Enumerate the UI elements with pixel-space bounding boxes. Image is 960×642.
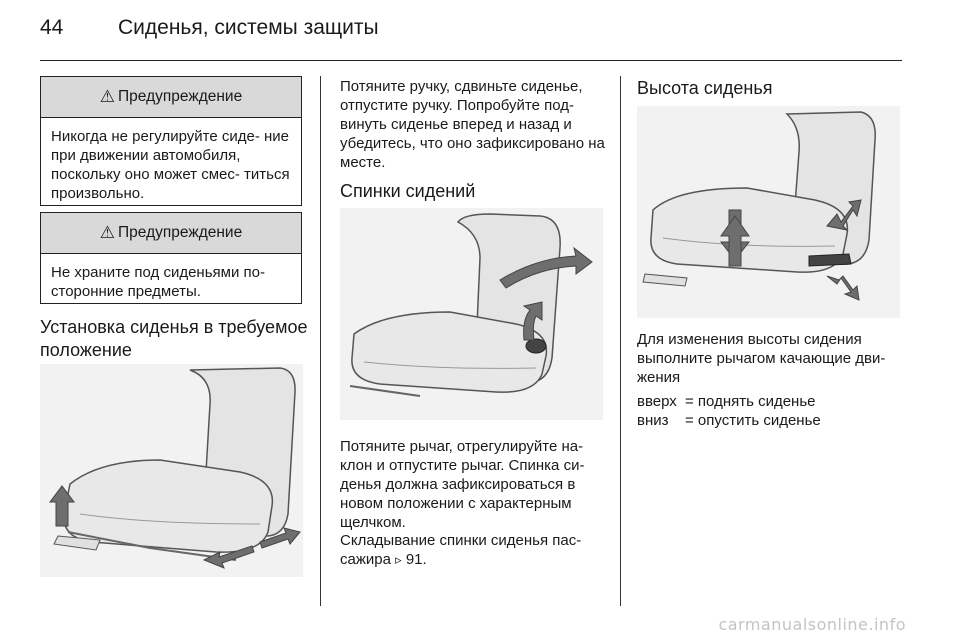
warning-title: Предупреждение: [118, 88, 243, 105]
definition-row: [637, 392, 902, 411]
seat-slide-instructions: Потяните ручку, сдвиньте сиденье, отпустите ручку. Попробуйте под- винуть сиденье вперед и назад и убедитесь, что оно зафиксировано на месте.: [340, 78, 605, 171]
page-number: 44: [40, 16, 64, 39]
watermark: carmanualsonline.info: [718, 615, 906, 634]
column-divider: [620, 76, 621, 606]
warning-text: Никогда не регулируйте сиде- ние при движении автомобиля, поскольку оно может смес- титься произвольно.: [51, 128, 290, 202]
seat-height-instructions: Для изменения высоты сидения выполните рычагом качающие дви- жения: [637, 331, 886, 386]
warning-header: [41, 77, 301, 118]
page-title: Сиденья, системы защиты: [118, 16, 379, 39]
section-title-seat-height: Высота сиденья: [637, 78, 773, 98]
definition-meaning: = поднять сиденье: [685, 393, 816, 410]
page-reference-icon: ▹: [395, 552, 402, 567]
fold-backrest-text: Складывание спинки сиденья пас- сажира: [340, 532, 582, 568]
fold-backrest-page: 91.: [405, 551, 427, 568]
header-divider: [40, 60, 902, 61]
warning-triangle-icon: ⚠: [99, 87, 116, 106]
warning-box: [40, 212, 302, 304]
seat-height-figure: [637, 106, 900, 318]
definition-meaning: = опустить сиденье: [685, 412, 821, 429]
definition-row: [637, 411, 902, 430]
section-title-seat-adjust: Установка сиденья в требуемое положение: [40, 317, 308, 360]
definition-term: вниз: [637, 412, 669, 429]
warning-text: Не храните под сиденьями по- сторонние предметы.: [51, 264, 265, 300]
seat-adjust-figure: [40, 364, 303, 577]
backrest-figure: [340, 208, 603, 420]
warning-triangle-icon: ⚠: [99, 223, 116, 242]
fold-backrest-reference: [340, 531, 605, 569]
warning-header: [41, 213, 301, 254]
column-divider: [320, 76, 321, 606]
section-title-backrests: Спинки сидений: [340, 181, 476, 201]
warning-box: [40, 76, 302, 206]
definition-term: вверх: [637, 393, 677, 410]
warning-title: Предупреждение: [118, 224, 243, 241]
backrest-instructions: Потяните рычаг, отрегулируйте на- клон и отпустите рычаг. Спинка си- денья должна зафиксироваться в новом положении с характерным щелчком.: [340, 438, 585, 531]
